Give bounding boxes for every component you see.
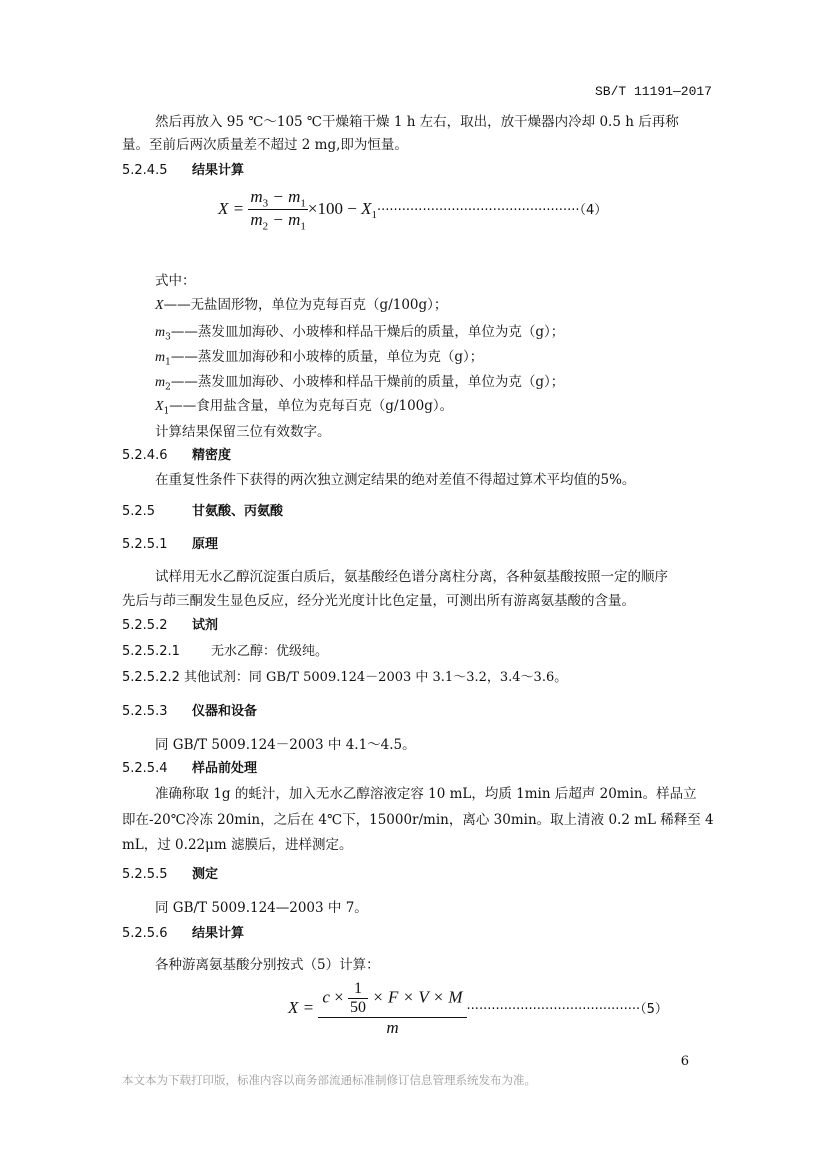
section-heading-5-2-5-4: 5.2.5.4 样品前处理 [122, 761, 258, 776]
formula-lhs: X = [288, 997, 315, 1017]
standard-code: SB/T 11191—2017 [594, 84, 712, 99]
section-title: 结果计算 [192, 163, 245, 178]
where-label: 式中： [155, 273, 196, 289]
leader-dots: ················································· [376, 202, 580, 218]
paragraph-line: 然后再放入 95 ℃～105 ℃干燥箱干燥 1 h 左右，取出，放干燥器内冷却 0.5 h 后再称 [155, 114, 679, 130]
section-heading-5-2-5-6: 5.2.5.6 结果计算 [122, 926, 245, 941]
paragraph-line: 同 GB/T 5009.124—2003 中 7。 [155, 900, 368, 916]
variable-definition: $X_1——$食用盐含量，单位为克每百克（g/100g）。 [155, 398, 454, 417]
section-heading-5-2-5-3: 5.2.5.3 仪器和设备 [122, 704, 258, 719]
leader-dots: ·········································· [466, 1001, 641, 1017]
paragraph-line: 各种游离氨基酸分别按式（5）计算： [155, 957, 380, 973]
section-heading-5-2-5: 5.2.5 甘氨酸、丙氨酸 [122, 504, 284, 519]
paragraph-line: 计算结果保留三位有效数字。 [155, 424, 331, 440]
section-heading-5-2-5-1: 5.2.5.1 原理 [122, 537, 219, 552]
paragraph-line: 即在-20℃冷冻 20min，之后在 4℃下，15000r/min，离心 30min。取上清液 0.2 mL 稀释至 4 [122, 812, 714, 828]
reagent-item: 5.2.5.2.1 无水乙醇：优级纯。 [122, 644, 329, 659]
inner-fraction: $\frac{1}{50}$ [350, 980, 366, 1016]
variable-definition: $m_2——$蒸发皿加海砂、小玻棒和样品干燥前的质量，单位为克（g）； [155, 374, 565, 393]
formula-fraction [318, 980, 466, 1038]
variable-definition: X——无盐固形物，单位为克每百克（g/100g）； [155, 297, 448, 313]
paragraph-line: 同 GB/T 5009.124－2003 中 4.1～4.5。 [155, 737, 416, 753]
variable-definition: $m_3——$蒸发皿加海砂、小玻棒和样品干燥后的质量，单位为克（g）； [155, 324, 565, 343]
page-number: 6 [680, 1054, 689, 1069]
paragraph-line: 试样用无水乙醇沉淀蛋白质后，氨基酸经色谱分离柱分离，各种氨基酸按照一定的顺序 [155, 569, 668, 585]
section-heading-5-2-4-6: 5.2.4.6 精密度 [122, 448, 232, 463]
formula-tail-var: X [361, 198, 372, 218]
paragraph-line: 在重复性条件下获得的两次独立测定结果的绝对差值不得超过算术平均值的5%。 [155, 472, 636, 488]
reagent-item: 5.2.5.2.2 其他试剂：同 GB/T 5009.124－2003 中 3.1～3.2，3.4～3.6。 [122, 670, 568, 685]
fraction-numerator: c × $\frac{1}{50}$ × F × V × M [318, 980, 466, 1018]
section-heading-5-2-5-5: 5.2.5.5 测定 [122, 867, 219, 882]
formula-5 [288, 980, 668, 1038]
equation-number: （4） [579, 202, 608, 218]
formula-fraction [248, 187, 308, 233]
footer-disclaimer: 本文本为下载打印版，标准内容以商务部流通标准制修订信息管理系统发布为准。 [122, 1073, 536, 1087]
paragraph-line: 先后与茚三酮发生显色反应，经分光光度计比色定量，可测出所有游离氨基酸的含量。 [122, 593, 635, 609]
section-heading-5-2-4-5 [122, 159, 244, 178]
formula-4: X = $\frac{m_3 - m_1}{m_2 - m_1}$ $\times 100 - X_1\cdot\cdot\cdot\cdot\cdot\cdot\cdot\cdot\cdot\cdot\cdot\cdot\cdot\cdot\cdot\cdot\cdot\cdot\cdot\cdot\cdot\cdot\cdot\cdot\cdot\cdot\cdot\cdot\cdot\cdot\cdot\cdot\cdot\cdot\cdot\cdot\cdot\cdot\cdot\cdot\cdot\cdot\cdot\cdot\cdot\cdot\cdot\cdot\cdot(4)$ [218, 187, 608, 233]
paragraph-line: 准确称取 1g 的蚝汁，加入无水乙醇溶液定容 10 mL，均质 1min 后超声 20min。样品立 [155, 786, 697, 802]
section-number: 5.2.4.5 [122, 163, 168, 178]
formula-lhs: X = [218, 198, 245, 218]
variable-definition: $m_1——$蒸发皿加海砂和小玻棒的质量，单位为克（g）； [155, 349, 484, 368]
paragraph-line: 量。至前后两次质量差不超过 2 mg,即为恒量。 [122, 137, 408, 153]
fraction-denominator: m [386, 1018, 399, 1037]
fraction-denominator: $m_2 - m_1$ [250, 210, 306, 233]
fraction-numerator: $m_3 - m_1$ [250, 187, 306, 210]
equation-number: （5） [640, 1001, 668, 1017]
formula-tail: ×100 − [307, 198, 362, 218]
paragraph-line: mL，过 0.22μm 滤膜后，进样测定。 [122, 837, 353, 853]
section-heading-5-2-5-2: 5.2.5.2 试剂 [122, 618, 219, 633]
